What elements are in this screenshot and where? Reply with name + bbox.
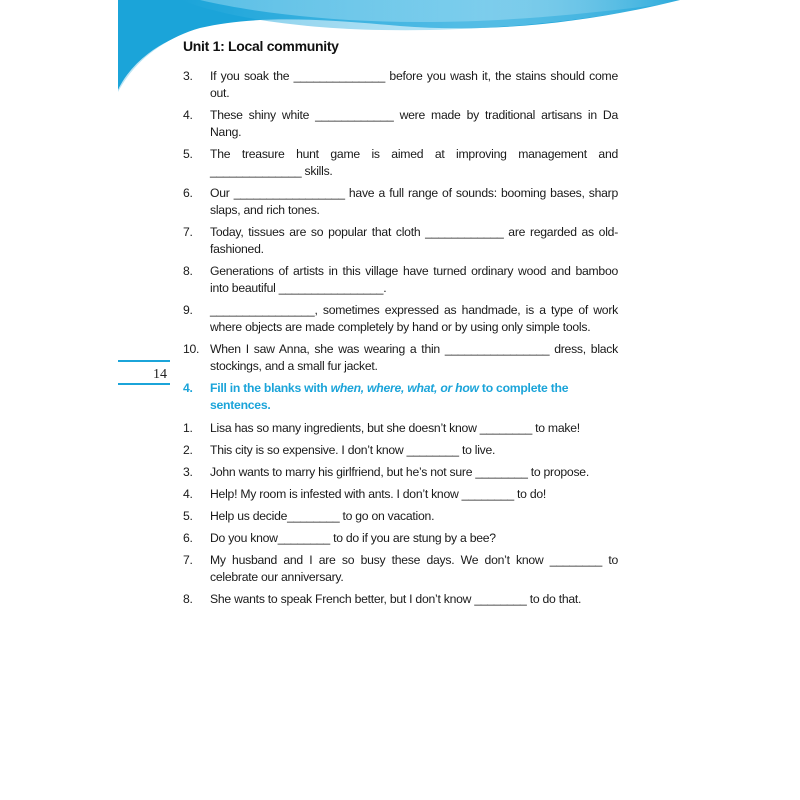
- exercise-item: [183, 146, 618, 180]
- exercise-item: [183, 341, 618, 375]
- exercise-content: [183, 68, 618, 613]
- item-sentence: Generations of artists in this village have turned ordinary wood and bamboo into beautiful ________________.: [210, 264, 618, 295]
- item-number: 10.: [183, 342, 200, 356]
- section-4-instruction: [210, 380, 618, 414]
- item-number: 4.: [183, 487, 193, 501]
- item-number: 6.: [183, 531, 193, 545]
- item-sentence: These shiny white ____________ were made by traditional artisans in Da Nang.: [210, 108, 618, 139]
- item-sentence: The treasure hunt game is aimed at improving management and ______________ skills.: [210, 147, 618, 178]
- heading-text-pre: Fill in the blanks with: [210, 381, 331, 395]
- exercise-item: [183, 442, 618, 459]
- item-sentence: This city is so expensive. I don’t know ________ to live.: [210, 443, 496, 457]
- item-sentence: My husband and I are so busy these days. We don’t know ________ to celebrate our anniversary.: [210, 553, 618, 584]
- exercise-item: [183, 486, 618, 503]
- exercise-item: [183, 107, 618, 141]
- exercise-item: [183, 552, 618, 586]
- exercise-item: [183, 263, 618, 297]
- page-number-rule-bottom: [118, 383, 170, 385]
- item-number: 7.: [183, 225, 193, 239]
- exercise-item: [183, 185, 618, 219]
- exercise-item: [183, 508, 618, 525]
- section-4-number: 4.: [183, 381, 193, 395]
- item-sentence: John wants to marry his girlfriend, but he’s not sure ________ to propose.: [210, 465, 589, 479]
- item-sentence: Help us decide________ to go on vacation.: [210, 509, 435, 523]
- exercise-item: [183, 68, 618, 102]
- item-number: 6.: [183, 186, 193, 200]
- section-4-list: [183, 420, 618, 608]
- page-number-rule-top: [118, 360, 170, 362]
- item-number: 7.: [183, 553, 193, 567]
- exercise-item: [183, 530, 618, 547]
- item-number: 9.: [183, 303, 193, 317]
- item-sentence: She wants to speak French better, but I don’t know ________ to do that.: [210, 592, 582, 606]
- item-sentence: Help! My room is infested with ants. I don’t know ________ to do!: [210, 487, 547, 501]
- item-sentence: Lisa has so many ingredients, but she doesn’t know ________ to make!: [210, 421, 580, 435]
- item-number: 2.: [183, 443, 193, 457]
- exercise-item: [183, 591, 618, 608]
- exercise-item: [183, 302, 618, 336]
- heading-text-post: to complete the sentences.: [210, 381, 569, 412]
- exercise-item: [183, 420, 618, 437]
- item-number: 8.: [183, 592, 193, 606]
- page-number: 14: [153, 367, 167, 382]
- item-sentence: Our _________________ have a full range of sounds: booming bases, sharp slaps, and rich tones.: [210, 186, 618, 217]
- item-number: 5.: [183, 147, 193, 161]
- section-3-list: [183, 68, 618, 375]
- item-sentence: Today, tissues are so popular that cloth ____________ are regarded as old-fashioned.: [210, 225, 618, 256]
- item-sentence: ________________, sometimes expressed as handmade, is a type of work where objects are made completely by hand or by using only simple tools.: [210, 303, 618, 334]
- exercise-item: [183, 224, 618, 258]
- item-number: 5.: [183, 509, 193, 523]
- item-number: 4.: [183, 108, 193, 122]
- unit-title: Unit 1: Local community: [183, 38, 339, 54]
- heading-keywords: when, where, what, or how: [330, 381, 479, 395]
- item-number: 8.: [183, 264, 193, 278]
- section-4-heading: [183, 380, 618, 414]
- item-number: 3.: [183, 465, 193, 479]
- exercise-item: [183, 464, 618, 481]
- item-sentence: If you soak the ______________ before you wash it, the stains should come out.: [210, 69, 618, 100]
- item-sentence: When I saw Anna, she was wearing a thin ________________ dress, black stockings, and a small fur jacket.: [210, 342, 618, 373]
- item-sentence: Do you know________ to do if you are stung by a bee?: [210, 531, 496, 545]
- item-number: 1.: [183, 421, 193, 435]
- item-number: 3.: [183, 69, 193, 83]
